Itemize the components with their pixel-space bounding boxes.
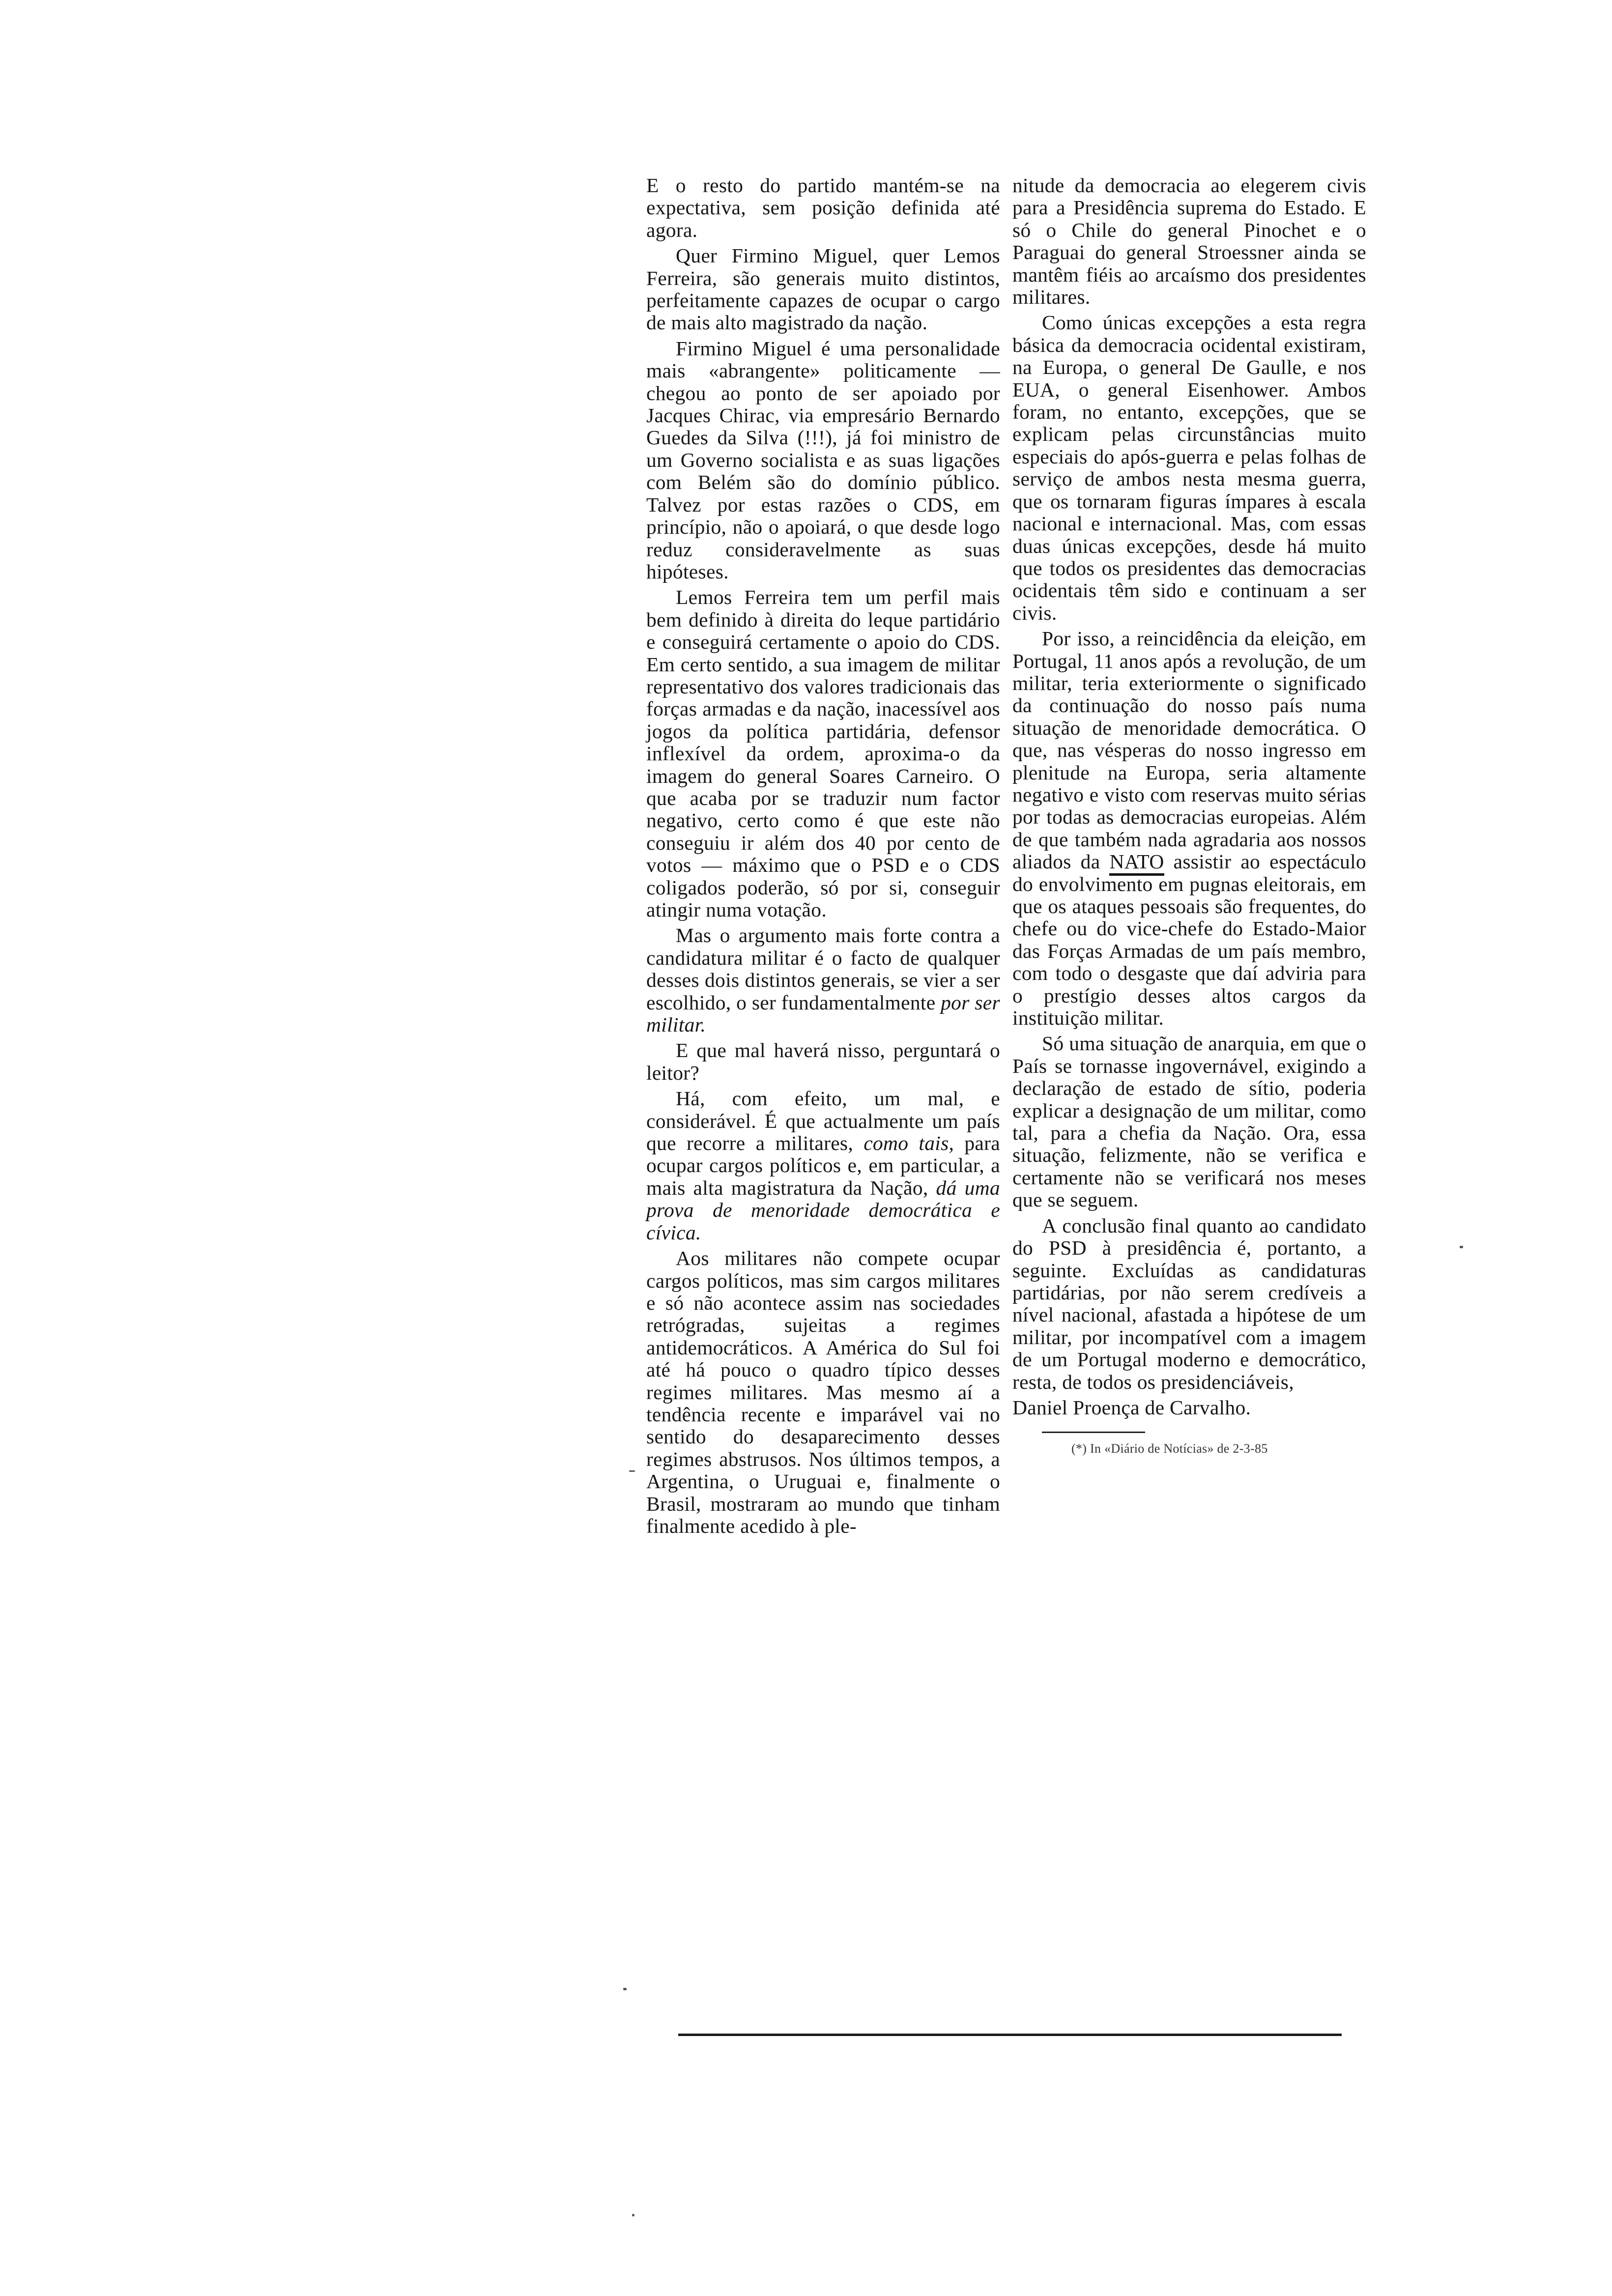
- scan-speck: [629, 1470, 635, 1472]
- paragraph: [646, 1088, 1000, 1244]
- paragraph-text: Há, com efeito, um mal, e considerável. É que actualmente um país que recorre a militares,: [646, 1087, 1000, 1155]
- paragraph: Aos militares não compete ocupar cargos políticos, mas sim cargos militares e só não acontece assim nas sociedades retrógradas, sujeitas a regimes antidemocráticos. A América do Sul foi até há pouco o quadro típico desses regimes militares. Mas mesmo aí a tendência recente e imparável vai no sentido do desaparecimento desses regimes abstrusos. Nos últimos tempos, a Argentina, o Uruguai e, finalmente o Brasil, mostraram ao mundo que tinham finalmente acedido à ple-: [646, 1247, 1000, 1537]
- paragraph: [1012, 628, 1366, 1029]
- paragraph: Firmino Miguel é uma personalidade mais «abrangente» politicamente — chegou ao ponto de ser apoiado por Jacques Chirac, via empresário Bernardo Guedes da Silva (!!!), já foi ministro de um Governo socialista e as suas ligações com Belém são do domínio público. Talvez por estas razões o CDS, em princípio, não o apoiará, o que desde logo reduz consideravelmente as suas hipóteses.: [646, 337, 1000, 583]
- article-column-right: [1012, 174, 1366, 1457]
- paragraph: Como únicas excepções a esta regra básica da democracia ocidental existiram, na Europa, o general De Gaulle, e nos EUA, o general Eisenhower. Ambos foram, no entanto, excepções, que se explicam pelas circunstâncias muito especiais do após-guerra e pelas folhas de serviço de ambos nesta mesma guerra, que os tornaram figuras ímpares à escala nacional e internacional. Mas, com essas duas únicas excepções, desde há muito que todos os presidentes das democracias ocidentais têm sido e continuam a ser civis.: [1012, 311, 1366, 624]
- paragraph: A conclusão final quanto ao candidato do PSD à presidência é, portanto, a seguinte. Excluídas as candidaturas partidárias, por não serem credíveis a nível nacional, afastada a hipótese de um militar, por incompatível com a imagem de um Portugal moderno e democrático, resta, de todos os presidenciáveis,: [1012, 1214, 1366, 1393]
- footnote-divider: [1042, 1432, 1145, 1433]
- paragraph: Quer Firmino Miguel, quer Lemos Ferreira, são generais muito distintos, perfeitamente capazes de ocupar o cargo de mais alto magistrado da nação.: [646, 244, 1000, 334]
- emphasis-text: como tais,: [864, 1132, 954, 1155]
- article-column-left: [646, 174, 1000, 1541]
- paragraph-text: assistir ao espectáculo do envolvimento em pugnas eleitorais, em que os ataques pessoais são frequentes, do chefe ou do vice-chefe do Estado-Maior das Forças Armadas de um país membro, com todo o desgaste que daí adviria para o prestígio desses altos cargos da instituição militar.: [1012, 850, 1366, 1030]
- paragraph: nitude da democracia ao elegerem civis para a Presidência suprema do Estado. E só o Chile do general Pinochet e o Paraguai do general Stroessner ainda se mantêm fiéis ao arcaísmo dos presidentes militares.: [1012, 174, 1366, 309]
- footnote: (*) In «Diário de Notícias» de 2-3-85: [1071, 1441, 1268, 1456]
- scan-speck: [632, 2214, 634, 2216]
- emphasis-text: por ser militar.: [646, 991, 1000, 1036]
- paragraph-text: para ocupar cargos políticos e, em particular, a mais alta magistratura da Nação,: [646, 1132, 1000, 1199]
- paragraph: [646, 924, 1000, 1036]
- paragraph: E o resto do partido mantém-se na expectativa, sem posição definida até agora.: [646, 174, 1000, 241]
- author-signature: Daniel Proença de Carvalho.: [1012, 1396, 1251, 1419]
- scan-speck: [623, 1988, 627, 1990]
- paragraph: E que mal haverá nisso, perguntará o leitor?: [646, 1039, 1000, 1084]
- paragraph-text: Mas o argumento mais forte contra a candidatura militar é o facto de qualquer desses dois distintos generais, se vier a ser escolhido, o ser fundamentalmente: [646, 924, 1000, 1014]
- paragraph: Só uma situação de anarquia, em que o País se tornasse ingovernável, exigindo a declaração de estado de sítio, poderia explicar a designação de um militar, como tal, para a chefia da Nação. Ora, essa situação, felizmente, não se verifica e certamente não se verificará nos meses que se seguem.: [1012, 1032, 1366, 1211]
- emphasis-text: dá uma prova de menoridade democrática e cívica.: [646, 1176, 1000, 1244]
- underlined-acronym: NATO: [1109, 850, 1164, 876]
- scan-speck: [1460, 1246, 1463, 1248]
- clipping-bottom-rule: [678, 2034, 1342, 2036]
- paragraph-text: Por isso, a reincidência da eleição, em Portugal, 11 anos após a revolução, de um militar, teria exteriormente o significado da continuação do nosso país numa situação de menoridade democrática. O que, nas vésperas do nosso ingresso em plenitude na Europa, seria altamente negativo e visto com reservas muito sérias por todas as democracias europeias. Além de que também nada agradaria aos nossos aliados da: [1012, 627, 1366, 873]
- paragraph: Lemos Ferreira tem um perfil mais bem definido à direita do leque partidário e conseguirá certamente o apoio do CDS. Em certo sentido, a sua imagem de militar representativo dos valores tradicionais das forças armadas e da nação, inacessível aos jogos da política partidária, defensor inflexível da ordem, aproxima-o da imagem do general Soares Carneiro. O que acaba por se traduzir num factor negativo, certo como é que este não conseguiu ir além dos 40 por cento de votos — máximo que o PSD e o CDS coligados poderão, só por si, conseguir atingir numa votação.: [646, 586, 1000, 921]
